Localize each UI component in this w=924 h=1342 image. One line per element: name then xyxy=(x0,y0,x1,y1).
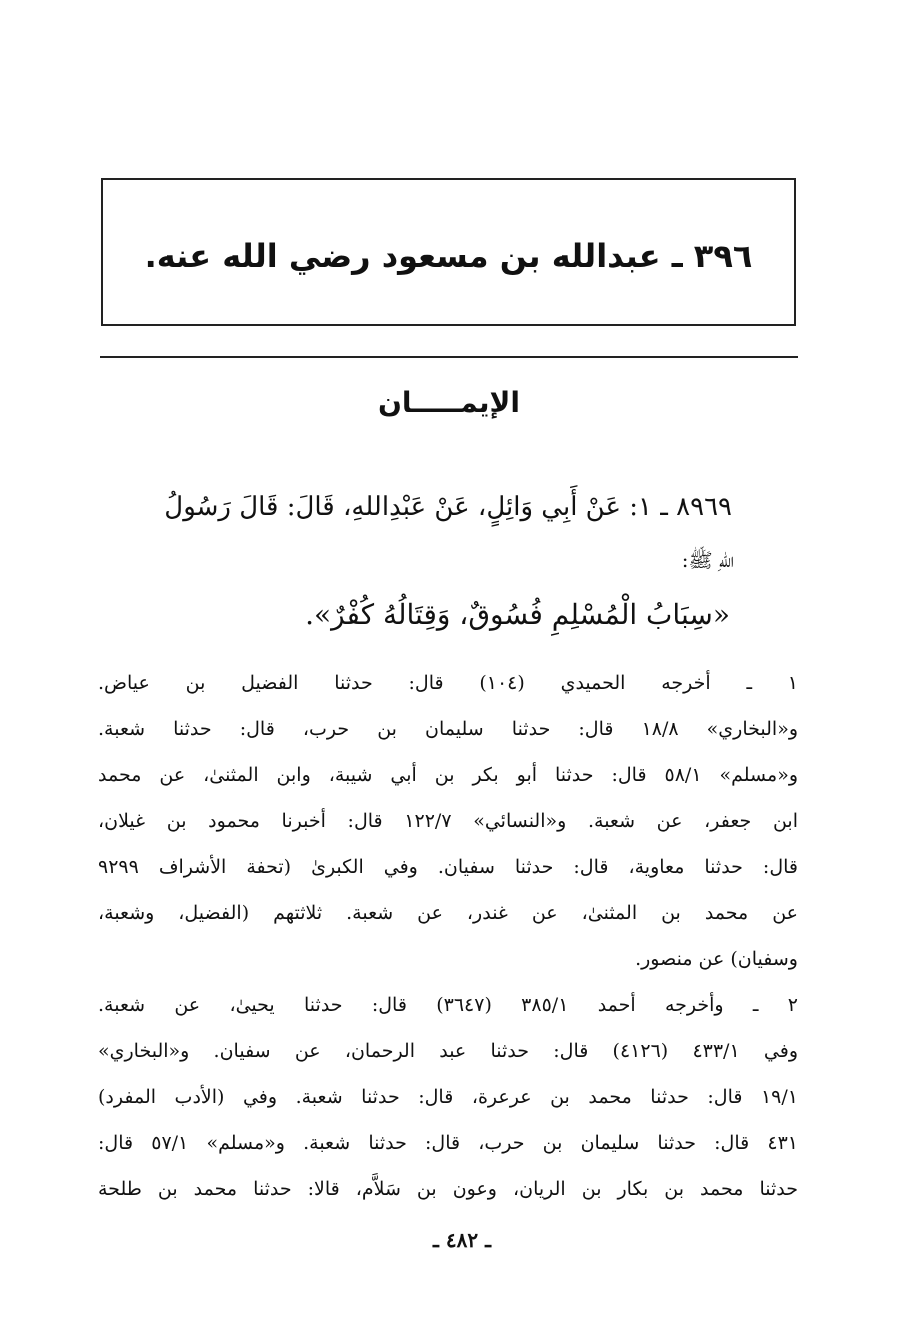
note-line: وسفيان) عن منصور. xyxy=(635,948,798,970)
hadith-isnad-continuation: اللهِ ﷺ: xyxy=(681,548,734,572)
chapter-title-box xyxy=(101,178,796,326)
note-line: قال: حدثنا معاوية، قال: حدثنا سفيان. وفي الكبرىٰ (تحفة الأشراف ٩٢٩٩ xyxy=(98,856,798,878)
hadith-text: «سِبَابُ الْمُسْلِمِ فُسُوقٌ، وَقِتَالُهُ كُفْرٌ». xyxy=(305,598,730,631)
section-heading: الإيمـــــان xyxy=(378,386,520,419)
note-line: ١٩/١ قال: حدثنا محمد بن عرعرة، قال: حدثنا شعبة. وفي (الأدب المفرد) xyxy=(98,1086,798,1108)
note-line: وفي ٤٣٣/١ (٤١٢٦) قال: حدثنا عبد الرحمان، عن سفيان. و«البخاري» xyxy=(98,1040,798,1062)
note-line: عن محمد بن المثنىٰ، عن غندر، عن شعبة. ثلاثتهم (الفضيل، وشعبة، xyxy=(98,902,798,924)
takhrij-notes xyxy=(98,660,798,1212)
note-line: ابن جعفر، عن شعبة. و«النسائي» ١٢٢/٧ قال: أخبرنا محمود بن غيلان، xyxy=(98,810,798,832)
header-divider xyxy=(100,356,798,358)
note-line: و«مسلم» ٥٨/١ قال: حدثنا أبو بكر بن أبي شيبة، وابن المثنىٰ، عن محمد xyxy=(98,764,798,786)
chapter-title: ٣٩٦ ـ عبدالله بن مسعود رضي الله عنه. xyxy=(144,237,753,275)
note-line: ٢ ـ وأخرجه أحمد ٣٨٥/١ (٣٦٤٧) قال: حدثنا يحيىٰ، عن شعبة. xyxy=(98,994,798,1016)
note-line: ٤٣١ قال: حدثنا سليمان بن حرب، قال: حدثنا شعبة. و«مسلم» ٥٧/١ قال: xyxy=(98,1132,798,1154)
note-line: حدثنا محمد بن بكار بن الريان، وعون بن سَلاَّم، قالا: حدثنا محمد بن طلحة xyxy=(98,1178,798,1200)
page-number: ـ ٤٨٢ ـ xyxy=(433,1228,491,1252)
note-line: ١ ـ أخرجه الحميدي (١٠٤) قال: حدثنا الفضيل بن عياض. xyxy=(98,672,798,694)
note-line: و«البخاري» ١٨/٨ قال: حدثنا سليمان بن حرب، قال: حدثنا شعبة. xyxy=(98,718,798,740)
hadith-isnad-line: ٨٩٦٩ ـ ١: عَنْ أَبِي وَائِلٍ، عَنْ عَبْدِاللهِ، قَالَ: قَالَ رَسُولُ xyxy=(164,492,732,522)
